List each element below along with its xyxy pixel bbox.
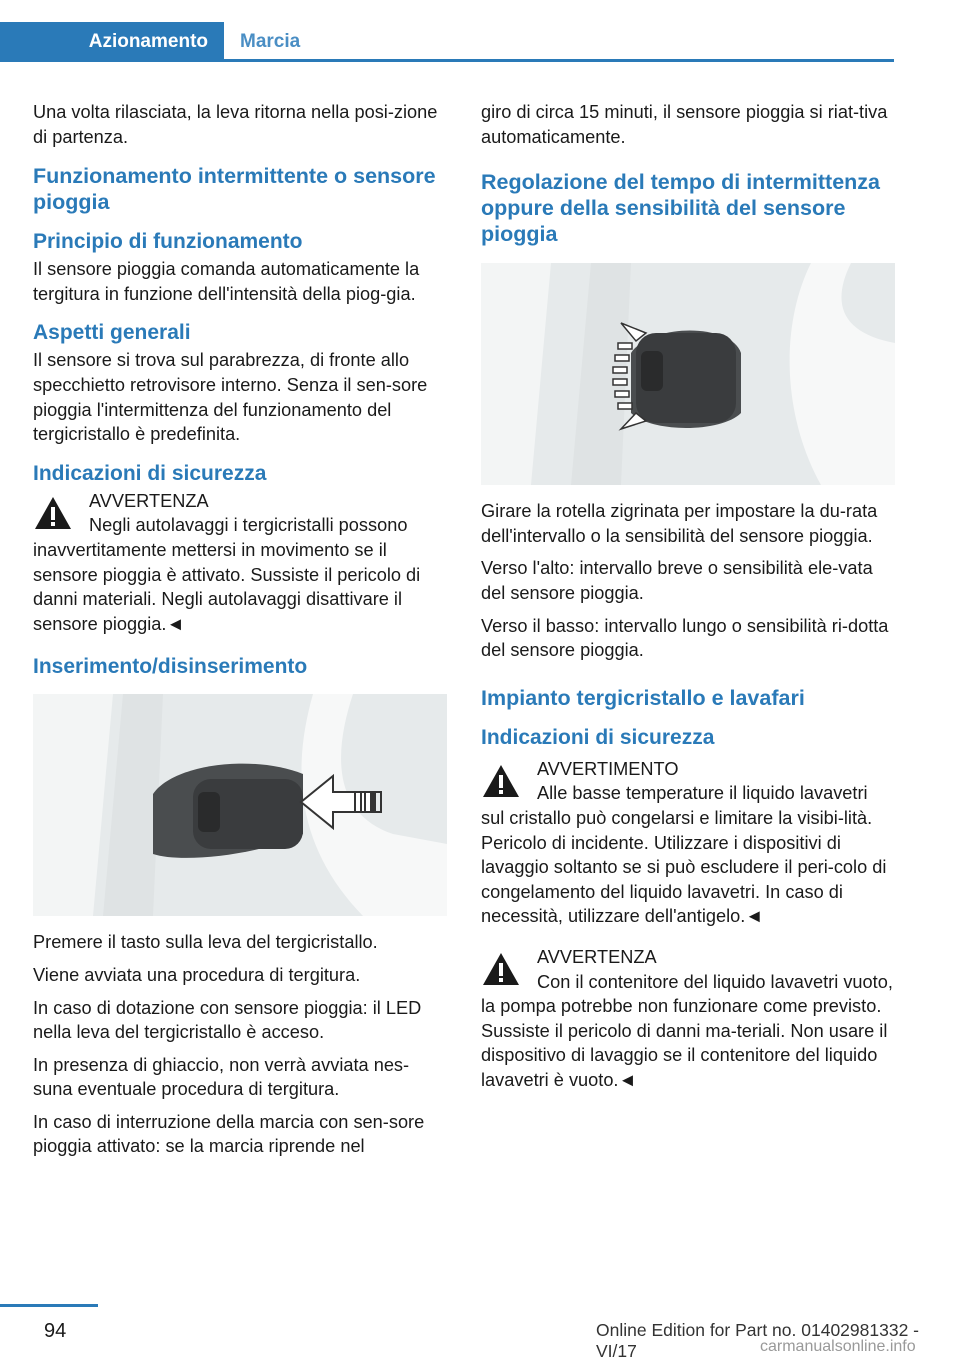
warning-2-text: Con il contenitore del liquido lavavetri vuoto, la pompa potrebbe non funzionare come previsto. Sussiste il pericolo di danni ma-teriali. Non usare il dispositivo di lavaggio se il contenitore del liquido lavavetri è vuoto.◄ (481, 971, 893, 1090)
heading-safety-left: Indicazioni di sicurezza (33, 461, 267, 485)
ice-paragraph: In presenza di ghiaccio, non verrà avviata nes-suna eventuale procedura di tergitura. (33, 1054, 410, 1100)
turn-paragraph: Girare la rotella zigrinata per impostare la du-rata dell'intervallo o la sensibilità del sensore pioggia. (481, 501, 878, 546)
heading-intermittent: Funzionamento intermittente o sensore pioggia (33, 164, 436, 215)
warning-1-text: Alle basse temperature il liquido lavavetri sul cristallo può congelarsi e limitare la visibi-lità. Pericolo di incidente. Utilizzare i dispositivi di lavaggio soltanto se si può escludere il peri-colo di congelamento del liquido lavavetri. In caso di necessità, utilizzare dell'antigelo.◄ (481, 783, 887, 927)
warning-triangle-icon (481, 951, 521, 987)
heading-safety-right: Indicazioni di sicurezza (481, 725, 715, 749)
right-column (481, 100, 895, 1100)
heading-principle: Principio di funzionamento (33, 230, 303, 254)
warning-box-2 (481, 945, 895, 1093)
led-paragraph: In caso di dotazione con sensore pioggia: il LED nella leva del tergicristallo è acceso. (33, 997, 422, 1043)
figure-knurled-wheel (481, 263, 895, 485)
general-paragraph: Il sensore si trova sul parabrezza, di fronte allo specchietto retrovisore interno. Senza il sen-sore pioggia l'intermittenza del funzionamento del tergicristallo è predefinita. (33, 350, 428, 445)
warning-text: Negli autolavaggi i tergicristalli possono inavvertitamente mettersi in movimento se il sensore pioggia è attivato. Sussiste il pericolo di danni materiali. Negli autolavaggi disattivare il sensore pioggia.◄ (33, 515, 421, 634)
down-paragraph: Verso il basso: intervallo lungo o sensibilità ri-dotta del sensore pioggia. (481, 615, 889, 661)
left-column (33, 100, 447, 1167)
intro-paragraph: Una volta rilasciata, la leva ritorna nella posi-zione di partenza. (33, 102, 438, 147)
heading-general: Aspetti generali (33, 321, 191, 345)
principle-paragraph: Il sensore pioggia comanda automaticamente la tergitura in funzione dell'intensità della piog-gia. (33, 259, 420, 304)
wiper-lever-illustration (33, 694, 447, 916)
interrupt-paragraph: In caso di interruzione della marcia con sen-sore pioggia attivato: se la marcia riprende nel (33, 1111, 425, 1157)
watermark: carmanualsonline.info (760, 1338, 916, 1355)
warning-box (33, 489, 447, 637)
figure-wiper-lever-button (33, 694, 447, 916)
warning-2-title: AVVERTENZA (537, 946, 657, 967)
up-paragraph: Verso l'alto: intervallo breve o sensibilità ele-vata del sensore pioggia. (481, 558, 873, 603)
warning-box-1 (481, 757, 895, 929)
tab-azionamento[interactable]: Azionamento (0, 22, 224, 62)
tab-marcia[interactable]: Marcia (240, 31, 301, 52)
heading-onoff: Inserimento/disinserimento (33, 655, 308, 679)
page-number: 94 (44, 1320, 67, 1342)
edition-text: Online Edition for Part no. 01402981332 - VI/17 (596, 1320, 919, 1361)
heading-adjust: Regolazione del tempo di intermittenza oppure della sensibilità del sensore pioggia (481, 170, 880, 247)
header-rule (0, 59, 894, 62)
heading-wiper-system: Impianto tergicristallo e lavafari (481, 685, 805, 710)
header-tabs (0, 22, 894, 62)
continuation-paragraph: giro di circa 15 minuti, il sensore pioggia si riat-tiva automaticamente. (481, 102, 888, 147)
warning-1-title: AVVERTIMENTO (537, 758, 679, 779)
warning-title: AVVERTENZA (89, 490, 209, 511)
knurled-wheel-illustration (481, 263, 895, 485)
warning-triangle-icon (481, 763, 521, 799)
warning-triangle-icon (33, 495, 73, 531)
footer-rule (0, 1304, 98, 1307)
started-paragraph: Viene avviata una procedura di tergitura. (33, 964, 361, 985)
press-paragraph: Premere il tasto sulla leva del tergicristallo. (33, 932, 378, 953)
